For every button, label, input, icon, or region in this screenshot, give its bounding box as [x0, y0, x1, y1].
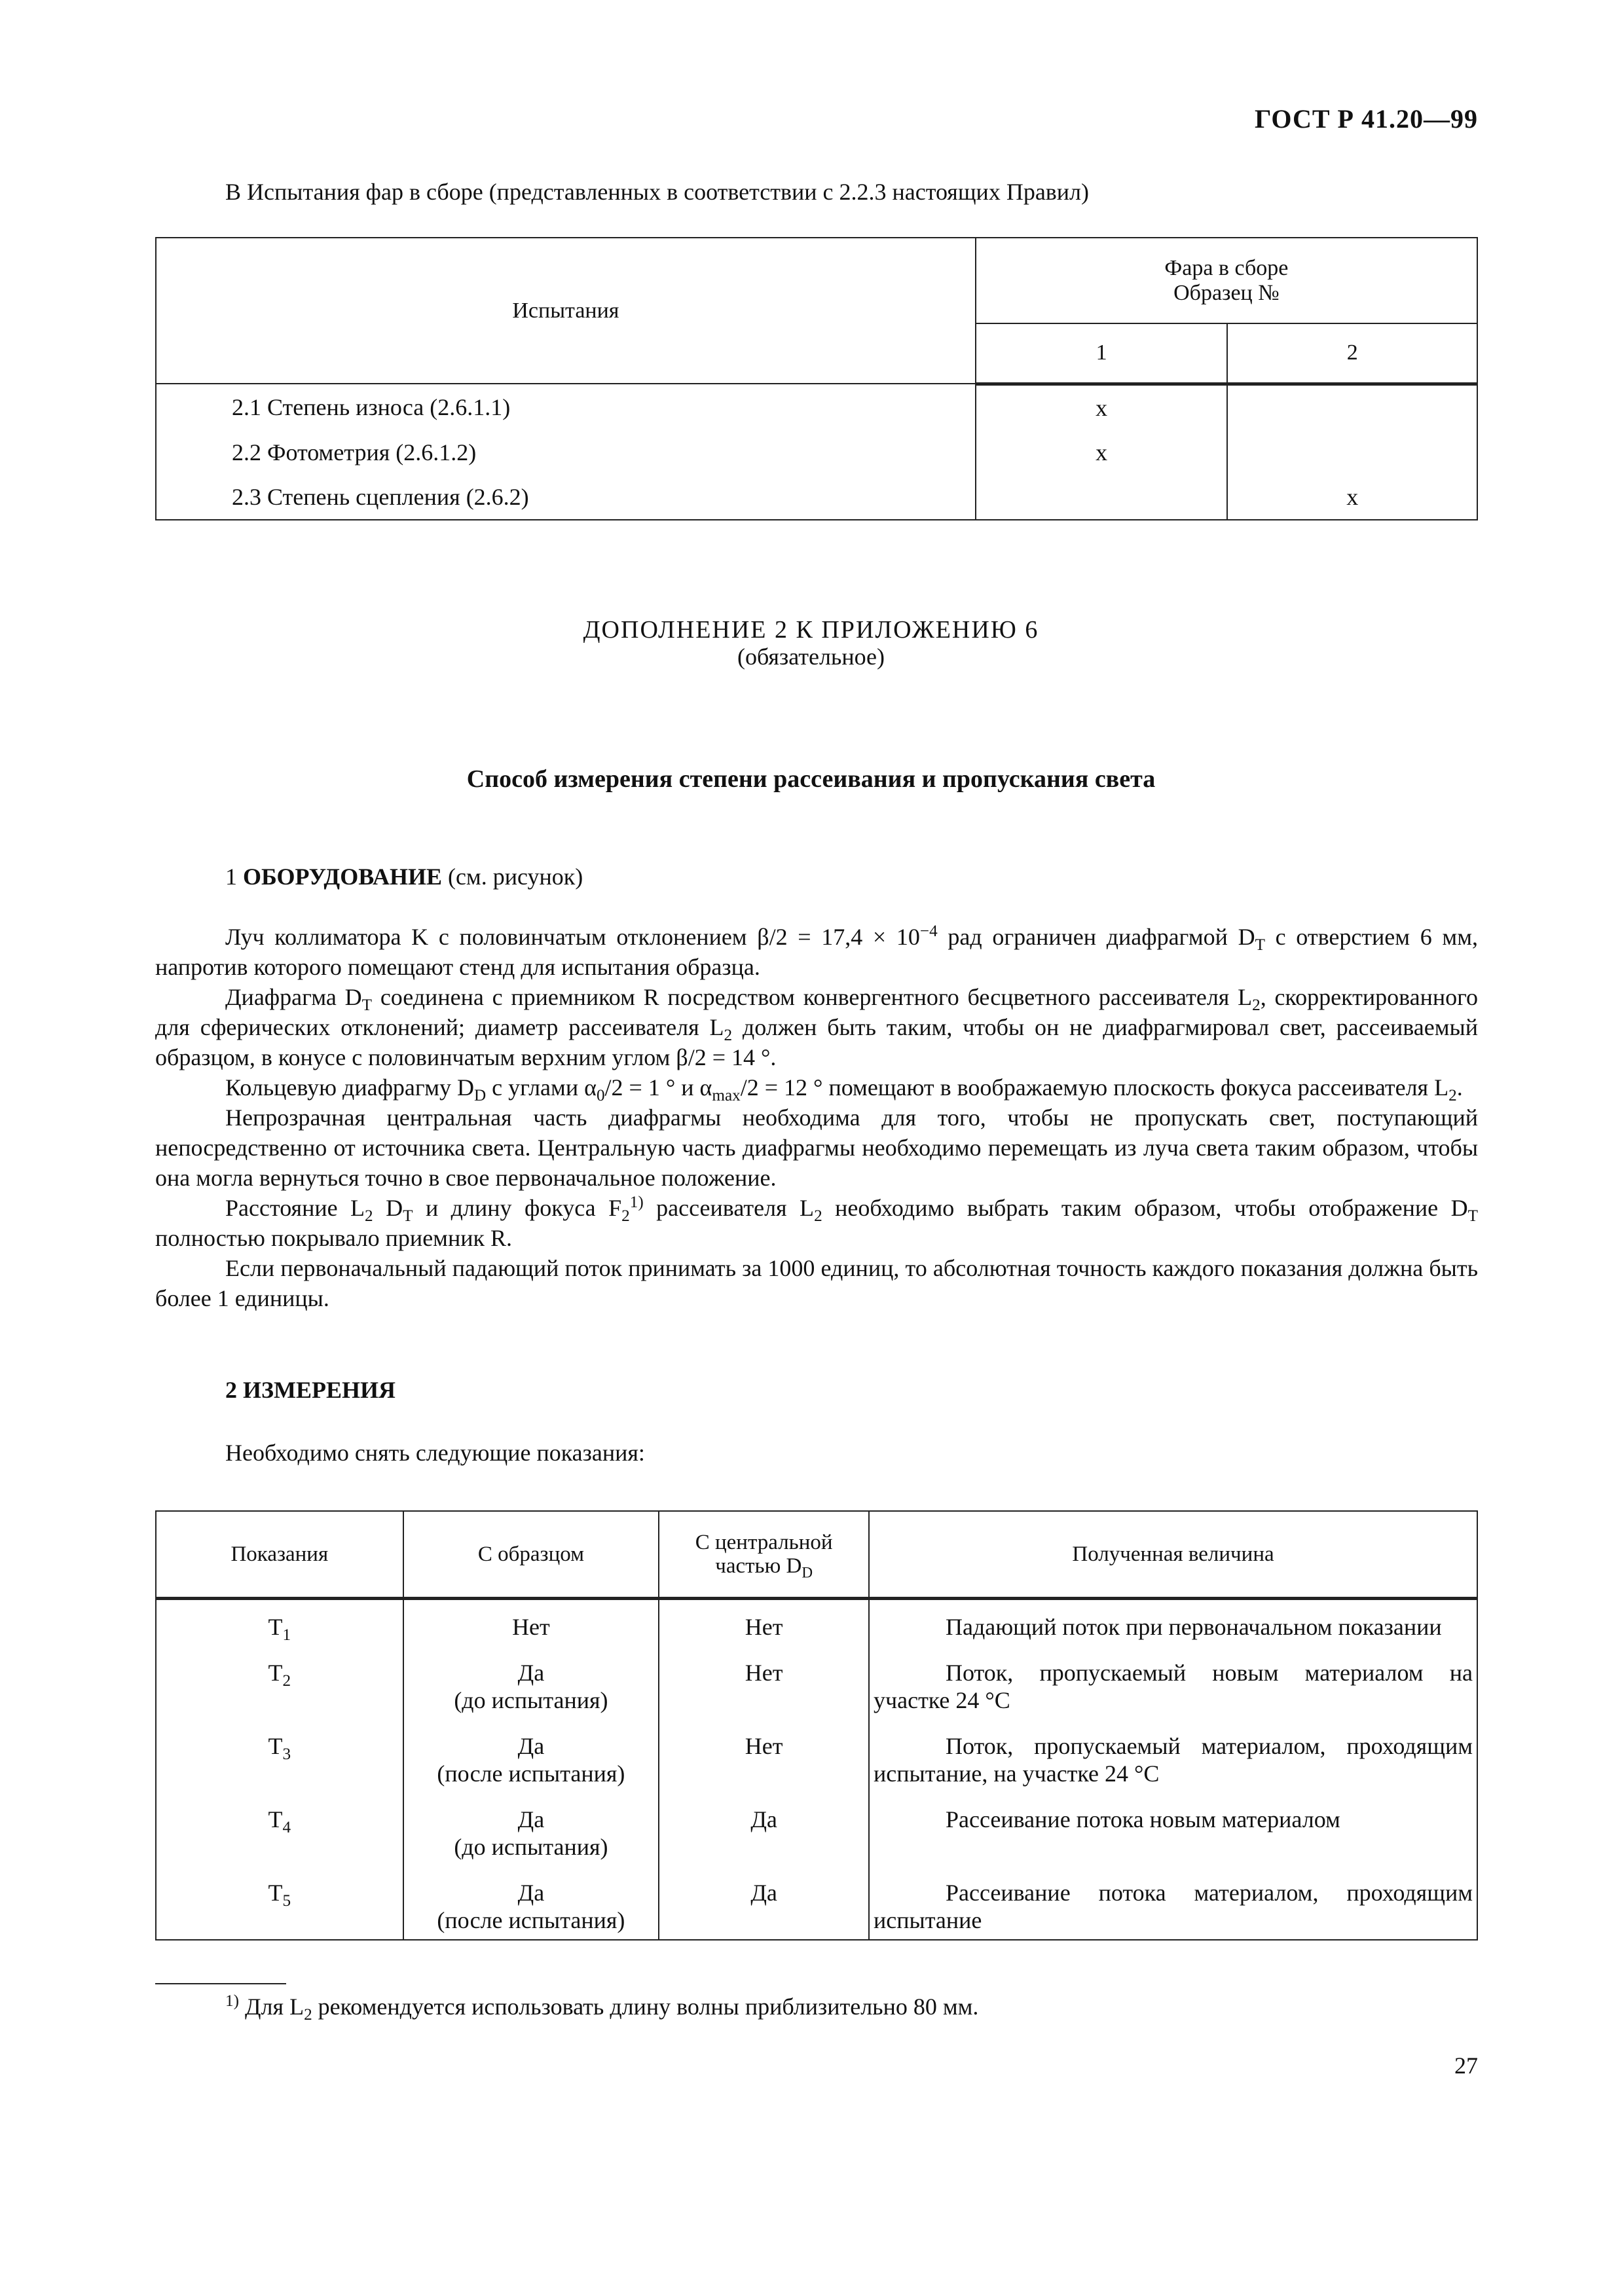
sample2-mark [1227, 430, 1477, 475]
header-with-sample: С образцом [403, 1511, 659, 1599]
table-row [156, 1599, 1477, 1647]
measurements-table [155, 1510, 1478, 1941]
table-row [156, 1646, 1477, 1719]
test-name: 2.2 Фотометрия (2.6.1.2) [156, 430, 976, 475]
section1-number: 1 [225, 864, 237, 890]
section-b-caption: В Испытания фар в сборе (представленных в соответствии с 2.2.3 настоящих Правил) [225, 179, 1090, 205]
with-sample: Да (после испытания) [403, 1719, 659, 1793]
reading-label: $T_5$ [156, 1866, 403, 1940]
table-row [156, 1793, 1477, 1866]
footnote-divider [155, 1983, 286, 1984]
table-row [156, 1866, 1477, 1940]
header-group-line2: Образец № [1173, 280, 1280, 305]
paragraph-ring-diaphragm: Кольцевую диафрагму $D_D$ с углами $\alpha_0/2 = 1$ ° и $\alpha_{max}/2 = 12$ ° помещают в воображаемую плоскость фокуса рассеивателя $L_2$. [225, 1074, 1463, 1105]
sample1-mark: x [976, 384, 1228, 430]
sample2-mark: x [1227, 475, 1477, 520]
with-sample: Да (до испытания) [403, 1793, 659, 1866]
section1-heading [225, 862, 583, 892]
paragraph-collimator: Луч коллиматора K с половинчатым отклонением $\beta/2 = 17,4 \times 10^{-4}$ рад ограничен диафрагмой $D_T$ с отверстием 6 мм, напротив которого помещают стенд для испытания образца. [155, 922, 1478, 980]
obtained-value: Поток, пропускаемый новым материалом на участке 24 °С [869, 1646, 1477, 1719]
reading-label: $T_3$ [156, 1719, 403, 1793]
with-center: Да [659, 1866, 869, 1940]
header-group-line1: Фара в сборе [1164, 255, 1289, 280]
reading-label: $T_1$ [156, 1599, 403, 1647]
appendix-subtitle: (обязательное) [737, 644, 885, 670]
with-sample: Да (после испытания) [403, 1866, 659, 1940]
sample1-mark [976, 475, 1228, 520]
page-number: 27 [1454, 2052, 1478, 2079]
obtained-value: Поток, пропускаемый материалом, проходящим испытание, на участке 24 °С [869, 1719, 1477, 1793]
footnote: $^{1)}$ Для $L_2$ рекомендуется использовать длину волны приблизительно 80 мм. [225, 1992, 979, 2024]
header-obtained-value: Полученная величина [869, 1511, 1477, 1599]
header-tests: Испытания [156, 238, 976, 384]
with-center: Нет [659, 1599, 869, 1647]
test-name: 2.1 Степень износа (2.6.1.1) [156, 384, 976, 430]
appendix-heading: Способ измерения степени рассеивания и пропускания света [466, 765, 1156, 793]
section2-intro: Необходимо снять следующие показания: [225, 1440, 645, 1466]
body-text [155, 922, 1478, 1313]
document-code: ГОСТ Р 41.20—99 [1254, 104, 1478, 134]
table-row [156, 430, 1477, 475]
with-center: Нет [659, 1719, 869, 1793]
with-sample: Да (до испытания) [403, 1646, 659, 1719]
table-row [156, 384, 1477, 430]
reading-label: $T_4$ [156, 1793, 403, 1866]
paragraph-diaphragm: Диафрагма $D_T$ соединена с приемником R посредством конвергентного бесцветного рассеивателя $L_2$, скорректированного для сферических отклонений; диаметр рассеивателя $L_2$ должен быть таким, чтобы он не диафрагмировал свет, рассеиваемый образцом, в конусе с половинчатым верхним углом β/2 = 14 °. [155, 984, 1478, 1070]
table-row [156, 475, 1477, 520]
section2-heading: 2 ИЗМЕРЕНИЯ [225, 1377, 396, 1403]
header-readings: Показания [156, 1511, 403, 1599]
appendix-title: ДОПОЛНЕНИЕ 2 К ПРИЛОЖЕНИЮ 6 [583, 616, 1039, 644]
test-name: 2.3 Степень сцепления (2.6.2) [156, 475, 976, 520]
obtained-value: Падающий поток при первоначальном показании [869, 1599, 1477, 1647]
header-sample-1: 1 [976, 323, 1228, 384]
header-with-center [659, 1511, 869, 1599]
sample1-mark: x [976, 430, 1228, 475]
section1-tail: (см. рисунок) [447, 864, 583, 890]
obtained-value: Рассеивание потока материалом, проходящим испытание [869, 1866, 1477, 1940]
paragraph-accuracy: Если первоначальный падающий поток принимать за 1000 единиц, то абсолютная точность каждого показания должна быть более 1 единицы. [155, 1255, 1478, 1311]
with-center: Нет [659, 1646, 869, 1719]
header-assembly-group [976, 238, 1477, 323]
paragraph-distance: Расстояние $L_2$ $D_T$ и длину фокуса $F_2^{1)}$ рассеивателя $L_2$ необходимо выбрать таким образом, чтобы отображение $D_T$ полностью покрывало приемник R. [155, 1194, 1479, 1251]
table-row [156, 1719, 1477, 1793]
header-center-line2: частью $D_D$ [715, 1554, 813, 1581]
header-center-line1: С центральной [695, 1531, 833, 1554]
with-center: Да [659, 1793, 869, 1866]
assembly-tests-table [155, 237, 1478, 520]
obtained-value: Рассеивание потока новым материалом [869, 1793, 1477, 1866]
paragraph-opaque-center: Непрозрачная центральная часть диафрагмы необходима для того, чтобы не пропускать свет, поступающий непосредственно от источника света. Центральную часть диафрагмы необходимо перемещать из луча света таким образом, чтобы она могла вернуться точно в свое первоначальное положение. [155, 1104, 1478, 1191]
sample2-mark [1227, 384, 1477, 430]
section1-title: ОБОРУДОВАНИЕ [243, 864, 442, 890]
reading-label: $T_2$ [156, 1646, 403, 1719]
with-sample: Нет [403, 1599, 659, 1647]
header-sample-2: 2 [1227, 323, 1477, 384]
